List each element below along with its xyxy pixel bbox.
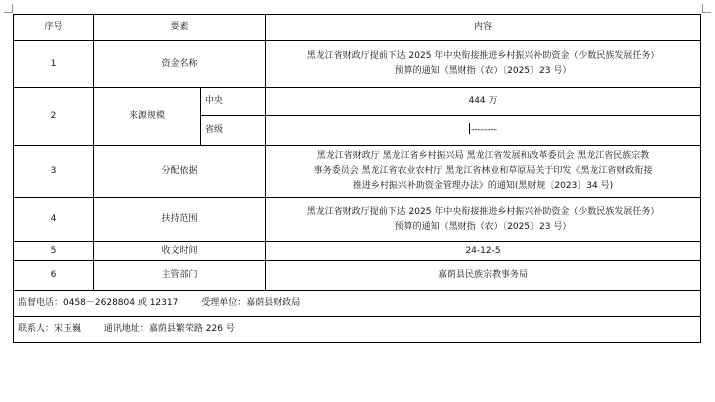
content-line: 推进乡村振兴补助资金管理办法》的通知(黑财规〔2023〕34 号) (352, 181, 614, 191)
row-seq: 5 (14, 242, 94, 261)
header-content: 内容 (266, 15, 701, 41)
footer-row (14, 291, 701, 317)
contact-line: 联系人：宋玉巍 通讯地址：嘉荫县繁荣路 226 号 (14, 317, 701, 343)
table-row (14, 88, 701, 116)
row-label: 来源规模 (94, 88, 201, 146)
sub-value-provincial[interactable]: -------- (266, 116, 701, 146)
header-element: 要素 (94, 15, 266, 41)
content-line: 事务委员会 黑龙江省农业农村厅 黑龙江省林业和草原局关于印发《黑龙江省财政衔接 (313, 166, 653, 176)
row-content (266, 41, 701, 88)
content-line: 黑龙江省财政厅提前下达 2025 年中央衔接推进乡村振兴补助资金（少数民族发展任务） (306, 51, 660, 61)
table-header-row (14, 15, 701, 41)
content-line: 黑龙江省财政厅 黑龙江省乡村振兴局 黑龙江省发展和改革委员会 黑龙江省民族宗教 (316, 151, 650, 161)
info-table (13, 14, 701, 343)
footer-row (14, 317, 701, 343)
row-content (266, 146, 701, 198)
content-line: 预算的通知（黑财指（农）〔2025〕23 号） (394, 221, 572, 232)
row-label: 扶持范围 (94, 198, 266, 242)
table-row (14, 242, 701, 261)
corner-mark-top-right (702, 4, 711, 13)
table-row (14, 41, 701, 88)
table-row (14, 198, 701, 242)
row-seq: 4 (14, 198, 94, 242)
row-label: 主管部门 (94, 261, 266, 291)
text-cursor (469, 123, 470, 134)
sub-value-central: 444 万 (266, 88, 701, 116)
corner-mark-top-left (4, 4, 13, 13)
row-label: 分配依据 (94, 146, 266, 198)
table-row (14, 261, 701, 291)
sub-label-central: 中央 (201, 88, 266, 116)
sub-label-provincial: 省级 (201, 116, 266, 146)
row-seq: 2 (14, 88, 94, 146)
row-label: 资金名称 (94, 41, 266, 88)
row-seq: 3 (14, 146, 94, 198)
row-content: 24-12-5 (266, 242, 701, 261)
content-line: 黑龙江省财政厅提前下达 2025 年中央衔接推进乡村振兴补助资金（少数民族发展任务） (306, 206, 660, 217)
row-seq: 6 (14, 261, 94, 291)
content-line: 预算的通知（黑财指（农）〔2025〕23 号） (394, 66, 572, 76)
row-label: 收文时间 (94, 242, 266, 261)
row-content: 嘉荫县民族宗教事务局 (266, 261, 701, 291)
table-row (14, 146, 701, 198)
header-seq: 序号 (14, 15, 94, 41)
row-seq: 1 (14, 41, 94, 88)
row-content (266, 198, 701, 242)
supervision-line: 监督电话：0458－2628804 或 12317 受理单位：嘉荫县财政局 (14, 291, 701, 317)
